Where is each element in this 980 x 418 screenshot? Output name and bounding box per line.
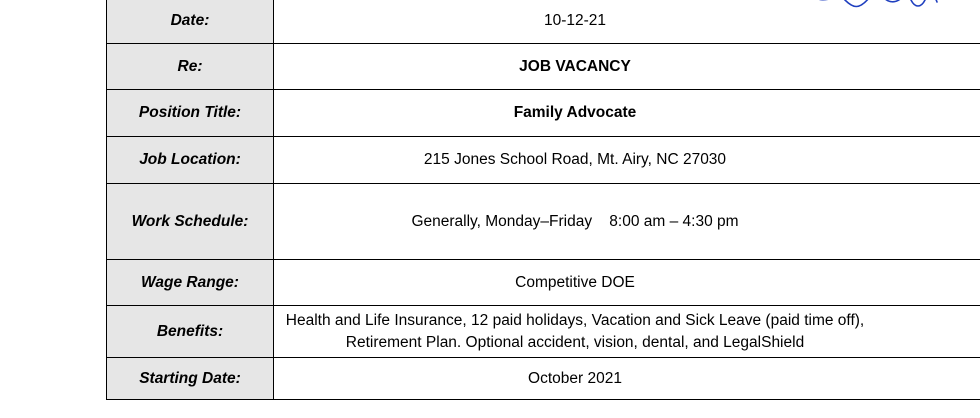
job-vacancy-notice bbox=[106, 0, 980, 418]
table-row bbox=[107, 90, 980, 137]
row-value-benefits bbox=[274, 306, 980, 358]
row-label-job-location: Job Location: bbox=[107, 137, 274, 184]
row-value-work-schedule bbox=[274, 184, 980, 260]
row-label-work-schedule: Work Schedule: bbox=[107, 184, 274, 260]
wage-range-value: Competitive DOE bbox=[274, 272, 876, 294]
date-value: 10-12-21 bbox=[274, 10, 876, 32]
signature-scribble bbox=[811, 0, 951, 18]
table-row bbox=[107, 137, 980, 184]
row-label-wage-range: Wage Range: bbox=[107, 260, 274, 306]
position-title-value: Family Advocate bbox=[274, 102, 876, 124]
table-row bbox=[107, 358, 980, 400]
starting-date-value: October 2021 bbox=[274, 368, 876, 390]
table-row bbox=[107, 260, 980, 306]
job-location-value: 215 Jones School Road, Mt. Airy, NC 27030 bbox=[274, 149, 876, 171]
work-schedule-value: Generally, Monday–Friday 8:00 am – 4:30 pm bbox=[274, 211, 876, 233]
signature-stroke bbox=[813, 0, 937, 7]
row-label-date: Date: bbox=[107, 0, 274, 44]
row-label-position-title: Position Title: bbox=[107, 90, 274, 137]
row-value-re bbox=[274, 44, 980, 90]
row-value-starting-date bbox=[274, 358, 980, 400]
row-label-re: Re: bbox=[107, 44, 274, 90]
row-value-position-title bbox=[274, 90, 980, 137]
table-row bbox=[107, 44, 980, 90]
row-value-job-location bbox=[274, 137, 980, 184]
job-details-table bbox=[106, 0, 980, 400]
re-value: JOB VACANCY bbox=[274, 56, 876, 78]
benefits-value: Health and Life Insurance, 12 paid holidays, Vacation and Sick Leave (paid time off), Retirement Plan. Optional accident, vision, dental, and LegalShield bbox=[274, 310, 876, 354]
row-label-benefits: Benefits: bbox=[107, 306, 274, 358]
row-label-starting-date: Starting Date: bbox=[107, 358, 274, 400]
row-value-wage-range bbox=[274, 260, 980, 306]
table-row bbox=[107, 306, 980, 358]
table-row bbox=[107, 184, 980, 260]
